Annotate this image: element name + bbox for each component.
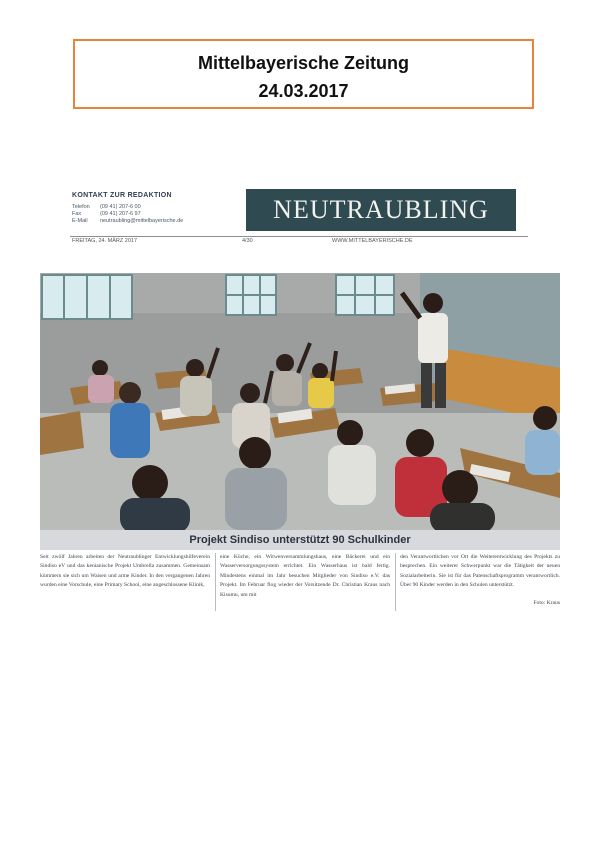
newspaper-name: Mittelbayerische Zeitung (197, 53, 410, 73)
contact-value: (09 41) 207-6 00 (100, 204, 141, 210)
article-column-2: eine Küche, ein Witwenversammlungshaus, eine Bäckerei und ein Wasserversorgungssystem errichtet. Ein Wasserhaus ist bald fertig. Mindestens einmal im Jahr besuchen Mitglieder von Sindiso e.V. das Projekt. Im Februar flog wieder der Vorsitzende Dr. Christian Kraus nach Kisumu, um mit (220, 554, 390, 598)
contact-label: Fax (72, 211, 82, 217)
website: WWW.MITTELBAYERISCHE.DE (332, 238, 413, 244)
contact-fax (72, 211, 141, 217)
contact-phone (72, 204, 141, 210)
contact-value: neutraubling@mittelbayerische.de (100, 218, 184, 224)
issue-date: FREITAG, 24. MÄRZ 2017 (72, 238, 138, 244)
section-title: NEUTRAUBLING (273, 195, 489, 224)
contact-email (72, 218, 183, 224)
column-divider (215, 553, 216, 611)
article-headline: Projekt Sindiso unterstützt 90 Schulkinder (189, 534, 411, 546)
article-body (40, 553, 560, 613)
column-divider (395, 553, 396, 611)
classroom-photo (40, 273, 560, 530)
document-header (73, 39, 534, 109)
publication-date: 24.03.2017 (258, 81, 349, 101)
contact-label: E-Mail (72, 218, 88, 224)
contact-heading: KONTAKT ZUR REDAKTION (72, 192, 172, 199)
classroom-photo-illustration (40, 273, 560, 530)
masthead-rule (70, 236, 528, 237)
section-banner (246, 189, 516, 231)
article-column-3: den Verantwortlichen vor Ort die Weiterentwicklung des Projekts zu besprechen. Ein weiterer Schwerpunkt war die Tätigkeit der neuen Sozialarbeiterin. Sie ist für das Patenschaftsprogramm verantwortlich. Über 90 Kinder werden in den Schulen unterstützt. (400, 554, 560, 589)
photo-credit: Foto: Kraus (533, 600, 560, 606)
contact-label: Telefon (72, 204, 90, 210)
contact-value: (09 41) 207-6 97 (100, 211, 141, 217)
page-number: 4/30 (242, 238, 253, 244)
masthead (70, 187, 528, 247)
article-column-1: Seit zwölf Jahren arbeiten der Neutraublinger Entwicklungshilfeverein Sindiso eV und das kenianische Projekt Umbrella zusammen. Gemeinsam kümmern sie sich um Waisen und arme Kinder. In den vergangenen Jahren wurden eine Vorschule, eine Primary School, eine angeschlossene Klinik, (40, 554, 210, 589)
article-headline-bar (40, 530, 560, 550)
